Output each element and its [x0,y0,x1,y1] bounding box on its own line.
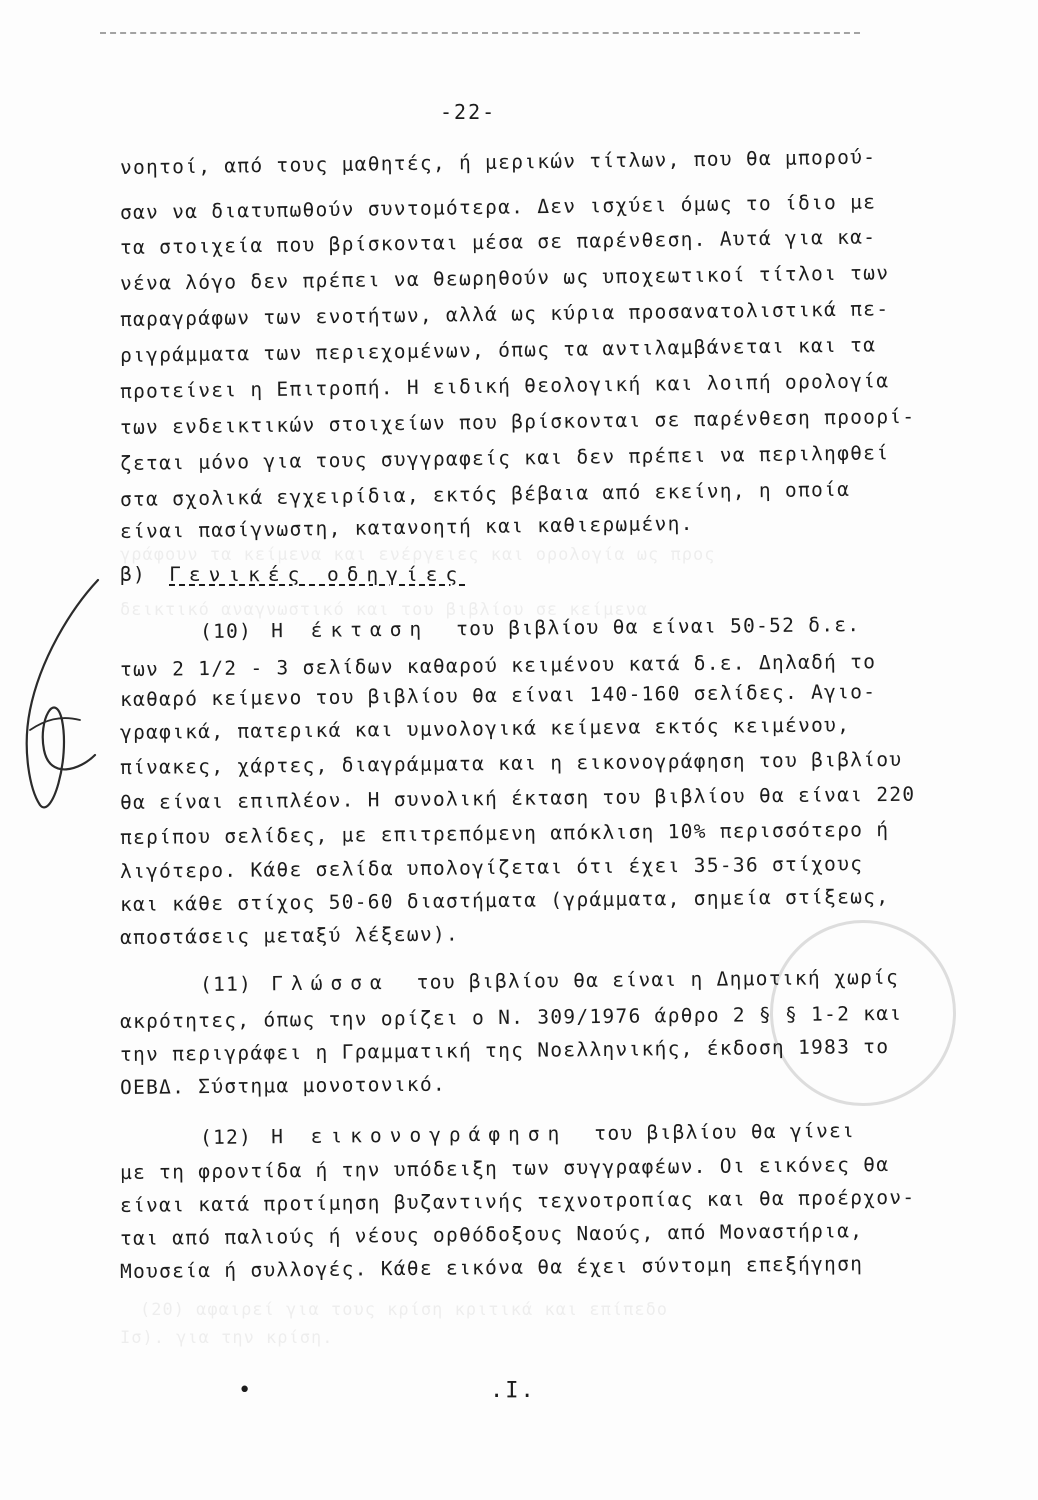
text-line: στα σχολικά εγχειρίδια, εκτός βέβαια από εκείνη, η οποία [119,477,851,511]
footer-mark: • [238,1378,252,1403]
bleed-through-text: Ισ). για την κρίση. [120,1328,334,1348]
text-line: περίπου σελίδες, με επιτρεπόμενη απόκλιση 10% περισσότερο ή [119,817,890,849]
section-heading-title: Γενικές οδηγίες [169,563,466,586]
text-line: αποστάσεις μεταξύ λέξεων). [119,922,460,949]
text-line: θα είναι επιπλέον. Η συνολική έκταση του βιβλίου θα είναι 220 [119,782,916,814]
margin-signature [0,570,120,830]
section-heading-prefix: β) [120,563,147,586]
text-line: ζεται μόνο για τους συγγραφείς και δεν πρέπει να περιληφθεί [119,441,890,475]
item-11-number: (11) [199,972,253,996]
bleed-through-text: δεικτικό αναγνωστικό και του βιβλίου σε κείμενα [120,600,649,620]
text-line: ΟΕΒΔ. Σύστημα μονοτονικό. [119,1072,447,1099]
item-12-keyword: Η εικονογράφηση [271,1122,568,1149]
text-line: νένα λόγο δεν πρέπει να θεωρηθούν ως υποχεωτικοί τίτλοι των [119,261,890,295]
top-edge-dashes [100,32,860,46]
text-line: τα στοιχεία που βρίσκονται μέσα σε παρένθεση. Αυτά για κα- [119,225,877,259]
item-10-first-line [200,615,861,641]
text-line: ται από παλιούς ή νέους ορθόδοξους Ναούς, από Μοναστήρια, [119,1219,864,1250]
text-line: ακρότητες, όπως την ορίζει ο Ν. 309/1976 άρθρο 2 § § 1-2 και [119,1001,903,1033]
bleed-through-text: γράφουν τα κείμενα και ενέργειες και ορολογία ως προς [120,545,716,565]
text-line: προτείνει η Επιτροπή. Η ειδική θεολογική και λοιπή ορολογία [119,369,890,403]
text-line: με τη φροντίδα ή την υπόδειξη των συγγραφέων. Οι εικόνες θα [119,1152,890,1184]
section-heading [120,565,465,585]
text-line: του βιβλίου θα είναι 50-52 δ.ε. [456,613,861,641]
item-12-number: (12) [199,1125,253,1149]
text-line: σαν να διατυπωθούν συντομότερα. Δεν ισχύει όμως το ίδιο με [119,190,877,224]
bleed-through-text: (20) αφαιρεί για τους κρίση κριτικά και επίπεδο [140,1300,669,1320]
text-line: Μουσεία ή συλλογές. Κάθε εικόνα θα έχει σύντομη επεξήγηση [119,1252,864,1283]
text-line: του βιβλίου θα γίνει [594,1119,856,1145]
text-line: του βιβλίου θα είναι η Δημοτική χωρίς [416,965,900,994]
text-line: παραγράφων των ενοτήτων, αλλά ως κύρια προσανατολιστικά πε- [119,297,890,331]
item-10-number: (10) [199,619,253,643]
text-line: γραφικά, πατερικά και υμνολογικά κείμενα εκτός κειμένου, [119,713,851,744]
text-line: καθαρό κείμενο του βιβλίου θα είναι 140-160 σελίδες. Αγιο- [119,680,877,711]
page-number: -22- [440,100,497,124]
item-12-first-line [200,1121,855,1147]
item-11-keyword: Γλώσσα [271,971,390,996]
item-10-keyword: Η έκταση [271,617,430,643]
text-line: είναι κατά προτίμηση βυζαντινής τεχνοτροπίας και θα προέρχον- [119,1185,916,1217]
text-line: την περιγράφει η Γραμματική της Νοελληνικής, έκδοση 1983 το [119,1034,890,1066]
continuation-mark: .Ι. [490,1378,536,1403]
text-line: νοητοί, από τους μαθητές, ή μερικών τίτλων, που θα μπορού- [119,145,877,179]
text-line: των 2 1/2 - 3 σελίδων καθαρού κειμένου κατά δ.ε. Δηλαδή το [119,650,877,681]
text-line: και κάθε στίχος 50-60 διαστήματα (γράμματα, σημεία στίξεως, [119,884,890,916]
text-line: λιγότερο. Κάθε σελίδα υπολογίζεται ότι έχει 35-36 στίχους [119,852,864,883]
text-line: είναι πασίγνωστη, κατανοητή και καθιερωμένη. [119,511,694,543]
text-line: ριγράμματα των περιεχομένων, όπως τα αντιλαμβάνεται και τα [119,333,877,367]
text-line: πίνακες, χάρτες, διαγράμματα και η εικονογράφηση του βιβλίου [119,747,903,779]
text-line: των ενδεικτικών στοιχείων που βρίσκονται σε παρένθεση προορί- [119,404,916,439]
